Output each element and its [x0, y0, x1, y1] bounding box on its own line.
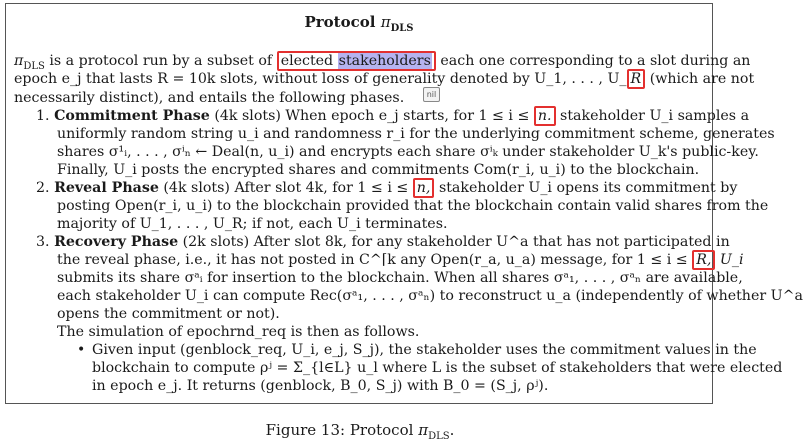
elected-stakeholders-annotation[interactable]: elected stakeholders: [277, 51, 436, 71]
stakeholders-highlight[interactable]: stakeholders: [338, 53, 431, 69]
phase-3-line-4: each stakeholder U_i can compute Rec(σᵃ₁, . . . , σᵃₙ) to reconstruct u_a (independently of whether U^a: [57, 288, 803, 304]
phase-2-line-2: posting Open(r_i, u_i) to the blockchain provided that the blockchain contain valid shares from the: [57, 198, 769, 214]
commitment-phase-heading: Commitment Phase: [54, 108, 210, 124]
figure-caption: Figure 13: Protocol $\pi_{DLS}$.: [265, 421, 455, 442]
pi-symbol: π: [380, 13, 391, 31]
protocol-title: Protocol $\pi_{DLS}$: [304, 13, 414, 34]
intro-line-1: $\pi_{DLS}$ is a protocol run by a subset of elected stakeholders each one corresponding to a slot during an: [14, 53, 751, 72]
phase-3-line-3: submits its share σᵃᵢ for insertion to the blockchain. When all shares σᵃ₁, . . . , σᵃₙ are available,: [57, 270, 743, 286]
phase-3-line-5: opens the commitment or not).: [57, 306, 280, 322]
phase-1-line-2: uniformly random string u_i and randomness r_i for the underlying commitment scheme, generates: [57, 126, 775, 142]
phase-2-line-3: majority of U_1, . . . , U_R; if not, each U_i terminates.: [57, 216, 448, 232]
nil-badge[interactable]: nil: [423, 87, 440, 102]
reveal-phase-heading: Reveal Phase: [54, 180, 159, 196]
phase-3-line-2: the reveal phase, i.e., it has not posted in C^⌈k any Open(r_a, u_a) message, for 1 ≤ i ≤ R, U_i: [57, 252, 744, 268]
phase-1-line-4: Finally, U_i posts the encrypted shares and commitments Com(r_i, u_i) to the blockchain.: [57, 162, 700, 178]
r-annotation-2[interactable]: R,: [692, 250, 715, 270]
simulation-bullet-line-1: Given input (genblock_req, U_i, e_j, S_j), the stakeholder uses the commitment values in the: [92, 342, 757, 358]
bullet-dot: •: [77, 342, 86, 358]
n-annotation-1[interactable]: n.: [534, 106, 556, 126]
simulation-bullet-line-2: blockchain to compute ρʲ = Σ_{l∈L} u_l where L is the subset of stakeholders that were elected: [92, 360, 783, 376]
phase-2-line-1: 2. Reveal Phase (4k slots) After slot 4k, for 1 ≤ i ≤ n, stakeholder U_i opens its commitment by: [36, 180, 738, 196]
intro-line-3: necessarily distinct), and entails the following phases.: [14, 90, 405, 106]
phase-1-line-1: 1. Commitment Phase (4k slots) When epoch e_j starts, for 1 ≤ i ≤ n. stakeholder U_i samples a: [36, 108, 750, 124]
phase-1-line-3: shares σ¹ᵢ, . . . , σⁱₙ ← Deal(n, u_i) and encrypts each share σⁱₖ under stakeholder U_k's public-key.: [57, 144, 759, 160]
n-annotation-2[interactable]: n,: [413, 178, 435, 198]
r-annotation[interactable]: R: [627, 69, 646, 89]
intro-line-2: epoch e_j that lasts R = 10k slots, without loss of generality denoted by U_1, . . . , U_ R (which are not: [14, 71, 755, 87]
simulation-bullet-line-3: in epoch e_j. It returns (genblock, B_0, S_j) with B_0 = (S_j, ρʲ).: [92, 378, 549, 394]
phase-3-line-1: 3. Recovery Phase (2k slots) After slot 8k, for any stakeholder U^a that has not participated in: [36, 234, 730, 250]
recovery-phase-heading: Recovery Phase: [54, 234, 179, 250]
simulation-intro: The simulation of epochrnd_req is then as follows.: [57, 324, 420, 340]
